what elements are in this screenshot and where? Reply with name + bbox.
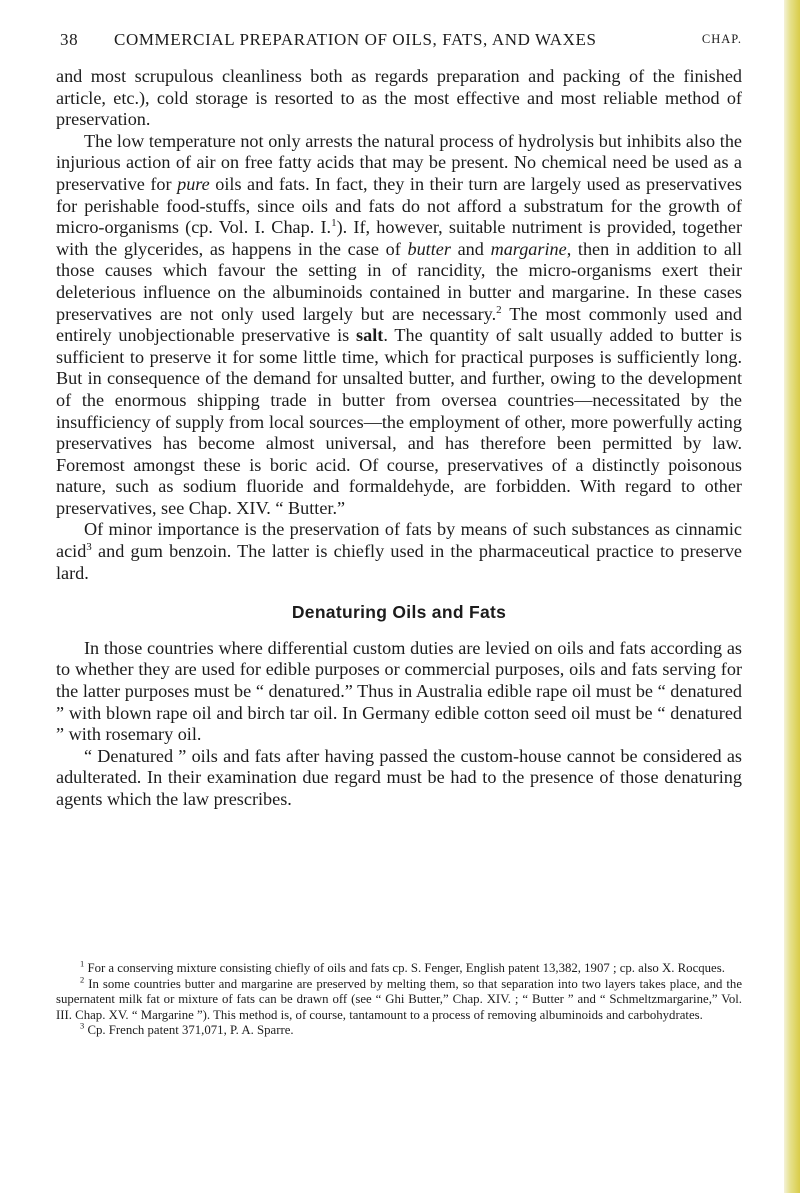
emphasis-margarine: margarine [490, 238, 567, 259]
footnote-2: $^2$ In some countries butter and margarine are preserved by melting them, so that separation into two layers takes place, and the supernatent milk fat or mixture of fats can be drawn off (see “ Ghi Butter,” Chap. XIV. ; “ Butter ” and “ Schmeltzmargarine,” Vol. III. Chap. XV. “ Margarine ”). This method is, of course, tantamount to a process of removing albuminoids and carbohydrates. [56, 974, 742, 1022]
bold-salt: salt [356, 325, 384, 346]
footnote-mark-3: 3 [80, 1020, 85, 1031]
paragraph-denaturing: In those countries where differential custom duties are levied on oils and fats according as to whether they are used for edible purposes or commercial purposes, oils and fats serving for the latter purposes must be “ denatured.” Thus in Australia edible rape oil must be “ denatured ” with blown rape oil and birch tar oil. In Germany edible cotton seed oil must be “ denatured ” with rosemary oil. [56, 637, 742, 745]
footnote-3: $^3$ Cp. French patent 371,071, P. A. Sparre. [80, 1020, 294, 1037]
footnote-mark-1: 1 [80, 958, 85, 969]
footnotes [56, 958, 742, 1039]
running-header [60, 30, 742, 56]
footnote-1: $^1$ For a conserving mixture consisting chiefly of oils and fats cp. S. Fenger, English patent 13,382, 1907 ; cp. also X. Rocques. [80, 958, 725, 975]
paragraph-continued: and most scrupulous cleanliness both as regards preparation and packing of the finished article, etc.), cold storage is resorted to as the most effective and most reliable method of preservation. [56, 66, 742, 130]
chapter-abbrev: CHAP. [701, 32, 742, 46]
footnote-ref-3[interactable]: 3 [86, 541, 92, 553]
page-edge-shadow [784, 0, 800, 1193]
main-text [56, 66, 742, 811]
footnote-ref-1[interactable]: 1 [331, 217, 337, 230]
section-heading: Denaturing Oils and Fats [291, 602, 507, 623]
paragraph-minor-importance: Of minor importance is the preservation of fats by means of such substances as cinnamic acid$^3$ and gum benzoin. The latter is chiefly used in the pharmaceutical practice to preserve lard. [56, 519, 742, 583]
footnote-ref-2[interactable]: 2 [496, 303, 502, 316]
page-number: 38 [60, 30, 79, 49]
running-title: COMMERCIAL PREPARATION OF OILS, FATS, AND WAXES [114, 30, 597, 49]
paragraph-preservatives: The low temperature not only arrests the natural process of hydrolysis but inhibits also the injurious action of air on free fatty acids that may be present. No chemical need be used as a preservative for pure oils and fats. In fact, they in their turn are largely used as preservatives for perishable food-stuffs, since oils and fats do not afford a substratum for the growth of micro-organisms (cp. Vol. I. Chap. I.$^1$). If, however, suitable nutriment is provided, together with the glycerides, as happens in the case of butter and margarine, then in addition to all those causes which favour the setting in of rancidity, the micro-organisms exert their deleterious influence on the albuminoids contained in butter and margarine. In these cases preservatives are not only used largely but are necessary.$^2$ The most commonly used and entirely unobjectionable preservative is salt. The quantity of salt usually added to butter is sufficient to preserve it for some little time, which for practical purposes is sufficiently long. But in consequence of the demand for unsalted butter, and further, owing to the development of the enormous shipping trade in butter from oversea countries—necessitated by the insufficiency of supply from local sources—the employment of other, more powerfully acting preservatives has become almost universal, and has therefore been permitted by law. Foremost amongst these is boric acid. Of course, preservatives of a distinctly poisonous nature, such as sodium fluoride and formaldehyde, are forbidden. With regard to other preservatives, see Chap. XIV. “ Butter.” [56, 130, 743, 518]
emphasis-butter: butter [407, 238, 451, 259]
emphasis-pure: pure [177, 173, 210, 194]
paragraph-denatured-oils: “ Denatured ” oils and fats after having passed the custom-house cannot be considered as adulterated. In their examination due regard must be had to the presence of those denaturing agents which the law prescribes. [56, 745, 742, 809]
footnote-mark-2: 2 [80, 974, 85, 985]
